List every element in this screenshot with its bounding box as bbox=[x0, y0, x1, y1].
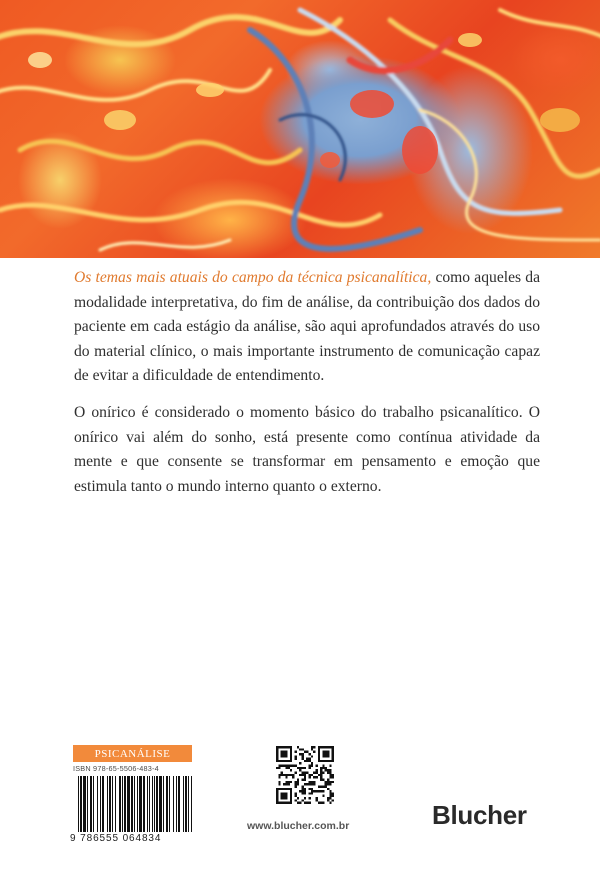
qr-module bbox=[327, 783, 329, 785]
qr-module bbox=[285, 776, 287, 778]
qr-module bbox=[320, 802, 322, 804]
qr-module bbox=[306, 802, 308, 804]
qr-module bbox=[285, 781, 287, 783]
qr-module bbox=[297, 783, 299, 785]
qr-module bbox=[281, 765, 283, 767]
qr-module bbox=[315, 772, 317, 774]
qr-module bbox=[302, 748, 304, 750]
qr-module bbox=[302, 790, 304, 792]
qr-module bbox=[304, 774, 306, 776]
qr-module bbox=[313, 776, 315, 778]
qr-module bbox=[325, 769, 327, 771]
qr-module bbox=[288, 781, 290, 783]
marbled-cover-artwork bbox=[0, 0, 600, 258]
qr-module bbox=[318, 790, 320, 792]
qr-module bbox=[304, 778, 306, 780]
barcode-bar bbox=[119, 776, 121, 832]
qr-module bbox=[329, 774, 331, 776]
barcode-bar bbox=[178, 776, 180, 832]
qr-module bbox=[313, 751, 315, 753]
qr-module bbox=[295, 783, 297, 785]
qr-module bbox=[299, 748, 301, 750]
qr-module bbox=[295, 751, 297, 753]
qr-module bbox=[304, 783, 306, 785]
qr-module bbox=[302, 767, 304, 769]
qr-module bbox=[308, 767, 310, 769]
qr-module bbox=[304, 776, 306, 778]
qr-module bbox=[290, 769, 292, 771]
qr-module bbox=[329, 797, 331, 799]
qr-module bbox=[304, 790, 306, 792]
qr-module bbox=[311, 783, 313, 785]
qr-module bbox=[299, 790, 301, 792]
qr-module bbox=[332, 776, 334, 778]
qr-module bbox=[308, 788, 310, 790]
qr-module bbox=[332, 781, 334, 783]
qr-module bbox=[315, 799, 317, 801]
barcode-bar bbox=[139, 776, 142, 832]
qr-module bbox=[308, 792, 310, 794]
qr-module bbox=[329, 765, 331, 767]
qr-module bbox=[308, 758, 310, 760]
paragraph-1 bbox=[74, 266, 540, 389]
qr-module bbox=[332, 774, 334, 776]
qr-module bbox=[288, 767, 290, 769]
qr-module bbox=[295, 765, 297, 767]
barcode-bar bbox=[97, 776, 98, 832]
qr-module bbox=[302, 755, 304, 757]
qr-module bbox=[304, 772, 306, 774]
qr-module bbox=[329, 781, 331, 783]
qr-module bbox=[325, 781, 327, 783]
qr-module bbox=[283, 783, 285, 785]
back-cover-footer bbox=[0, 740, 600, 890]
qr-module bbox=[313, 783, 315, 785]
qr-module bbox=[311, 748, 313, 750]
qr-module bbox=[299, 774, 301, 776]
qr-module bbox=[292, 765, 294, 767]
qr-module bbox=[325, 767, 327, 769]
barcode-digits: 9 786555 064834 bbox=[70, 833, 162, 844]
qr-module bbox=[308, 765, 310, 767]
qr-module bbox=[311, 788, 313, 790]
qr-module bbox=[295, 755, 297, 757]
website-url: www.blucher.com.br bbox=[247, 820, 350, 832]
qr-module bbox=[281, 772, 283, 774]
barcode-bar bbox=[93, 776, 94, 832]
qr-module bbox=[306, 751, 308, 753]
barcode-bar bbox=[137, 776, 138, 832]
qr-module bbox=[302, 772, 304, 774]
barcode-bar bbox=[134, 776, 135, 832]
qr-module bbox=[313, 781, 315, 783]
qr-module bbox=[315, 769, 317, 771]
qr-module bbox=[311, 765, 313, 767]
qr-module bbox=[318, 785, 320, 787]
qr-module bbox=[295, 799, 297, 801]
qr-module bbox=[297, 778, 299, 780]
qr-module bbox=[308, 760, 310, 762]
qr-module bbox=[276, 767, 278, 769]
qr-module bbox=[318, 802, 320, 804]
qr-module bbox=[290, 765, 292, 767]
qr-module bbox=[313, 746, 315, 748]
barcode-bar bbox=[90, 776, 92, 832]
qr-finder-center bbox=[281, 792, 288, 799]
qr-module bbox=[332, 795, 334, 797]
qr-module bbox=[299, 769, 301, 771]
paragraph-1-rest: como aqueles da modalidade interpretativa, do fim de análise, da contribuição dos dados do paciente em cada estágio da análise, são aqui aprofundados através do uso do material clínico, o mais importante instrumento de comunicação capaz de evitar a dificuldade de entendimento. bbox=[74, 269, 540, 385]
qr-module bbox=[297, 767, 299, 769]
qr-module bbox=[320, 790, 322, 792]
qr-module bbox=[322, 802, 324, 804]
qr-module bbox=[311, 755, 313, 757]
qr-module bbox=[306, 758, 308, 760]
qr-module bbox=[322, 767, 324, 769]
qr-module bbox=[327, 797, 329, 799]
qr-module bbox=[297, 781, 299, 783]
qr-module bbox=[329, 769, 331, 771]
qr-module bbox=[327, 788, 329, 790]
qr-module bbox=[329, 792, 331, 794]
qr-module bbox=[278, 774, 280, 776]
barcode-bar bbox=[191, 776, 192, 832]
barcode-bar bbox=[163, 776, 164, 832]
qr-module bbox=[311, 774, 313, 776]
barcode-bar bbox=[112, 776, 113, 832]
barcode-bar bbox=[124, 776, 126, 832]
qr-module bbox=[304, 751, 306, 753]
barcode bbox=[78, 776, 194, 832]
qr-module bbox=[329, 783, 331, 785]
qr-module bbox=[288, 765, 290, 767]
qr-module bbox=[285, 765, 287, 767]
barcode-bar bbox=[159, 776, 162, 832]
publisher-logo: Blucher bbox=[432, 800, 527, 830]
qr-module bbox=[315, 765, 317, 767]
paragraph-2: O onírico é considerado o momento básico do trabalho psicanalítico. O onírico vai além do sonho, está presente como contínua atividade da mente e que consente se transformar em pensamento e emoção que estimula tanto o mundo interno quanto o externo. bbox=[74, 403, 540, 495]
barcode-bar bbox=[156, 776, 158, 832]
qr-module bbox=[297, 802, 299, 804]
qr-module bbox=[295, 758, 297, 760]
qr-module bbox=[318, 774, 320, 776]
qr-module bbox=[304, 802, 306, 804]
barcode-bar bbox=[109, 776, 111, 832]
qr-module bbox=[295, 795, 297, 797]
qr-module bbox=[295, 792, 297, 794]
qr-module bbox=[283, 765, 285, 767]
qr-module bbox=[332, 799, 334, 801]
qr-module bbox=[281, 774, 283, 776]
paragraph-1-lead: Os temas mais atuais do campo da técnica psicanalítica, bbox=[74, 269, 432, 286]
qr-module bbox=[329, 795, 331, 797]
barcode-bar bbox=[154, 776, 155, 832]
qr-module bbox=[320, 785, 322, 787]
qr-module bbox=[278, 783, 280, 785]
barcode-bar bbox=[183, 776, 184, 832]
qr-module bbox=[288, 774, 290, 776]
barcode-bar bbox=[83, 776, 86, 832]
qr-module bbox=[304, 760, 306, 762]
qr-module bbox=[292, 776, 294, 778]
barcode-bar bbox=[100, 776, 101, 832]
qr-module bbox=[278, 781, 280, 783]
qr-module bbox=[278, 767, 280, 769]
barcode-bar bbox=[188, 776, 189, 832]
qr-module bbox=[311, 781, 313, 783]
qr-module bbox=[299, 762, 301, 764]
qr-module bbox=[302, 774, 304, 776]
qr-module bbox=[311, 790, 313, 792]
qr-module bbox=[329, 790, 331, 792]
qr-module bbox=[320, 778, 322, 780]
qr-module bbox=[322, 772, 324, 774]
qr-module bbox=[299, 753, 301, 755]
qr-module bbox=[311, 792, 313, 794]
qr-module bbox=[302, 792, 304, 794]
qr-module bbox=[327, 772, 329, 774]
qr-finder-center bbox=[322, 751, 329, 758]
barcode-bar bbox=[185, 776, 187, 832]
qr-module bbox=[290, 774, 292, 776]
qr-module bbox=[327, 778, 329, 780]
barcode-bar bbox=[80, 776, 82, 832]
qr-module bbox=[295, 781, 297, 783]
qr-code bbox=[276, 746, 334, 804]
qr-module bbox=[306, 772, 308, 774]
qr-module bbox=[302, 753, 304, 755]
qr-module bbox=[332, 792, 334, 794]
qr-module bbox=[288, 783, 290, 785]
qr-module bbox=[302, 799, 304, 801]
qr-module bbox=[304, 788, 306, 790]
barcode-bar bbox=[173, 776, 174, 832]
barcode-bar bbox=[107, 776, 108, 832]
qr-module bbox=[327, 781, 329, 783]
qr-module bbox=[302, 788, 304, 790]
qr-module bbox=[292, 774, 294, 776]
barcode-bar bbox=[166, 776, 168, 832]
barcode-bar bbox=[115, 776, 116, 832]
qr-module bbox=[315, 797, 317, 799]
qr-module bbox=[327, 799, 329, 801]
barcode-bar bbox=[102, 776, 104, 832]
qr-module bbox=[304, 797, 306, 799]
qr-module bbox=[308, 797, 310, 799]
qr-module bbox=[327, 769, 329, 771]
qr-module bbox=[302, 785, 304, 787]
qr-module bbox=[329, 802, 331, 804]
qr-module bbox=[311, 746, 313, 748]
qr-module bbox=[322, 785, 324, 787]
qr-module bbox=[297, 797, 299, 799]
qr-module bbox=[278, 776, 280, 778]
qr-module bbox=[304, 792, 306, 794]
qr-module bbox=[285, 783, 287, 785]
barcode-bar bbox=[176, 776, 177, 832]
barcode-bar bbox=[127, 776, 130, 832]
qr-module bbox=[297, 746, 299, 748]
qr-module bbox=[290, 781, 292, 783]
qr-module bbox=[322, 790, 324, 792]
qr-module bbox=[283, 774, 285, 776]
qr-module bbox=[302, 758, 304, 760]
barcode-bar bbox=[152, 776, 153, 832]
qr-module bbox=[295, 772, 297, 774]
barcode-bar bbox=[147, 776, 148, 832]
qr-module bbox=[308, 774, 310, 776]
barcode-bar bbox=[131, 776, 133, 832]
qr-module bbox=[302, 778, 304, 780]
qr-module bbox=[308, 776, 310, 778]
qr-module bbox=[320, 767, 322, 769]
qr-module bbox=[308, 802, 310, 804]
barcode-bar bbox=[122, 776, 123, 832]
qr-module bbox=[320, 774, 322, 776]
barcode-bar bbox=[78, 776, 79, 832]
qr-module bbox=[306, 760, 308, 762]
qr-module bbox=[315, 790, 317, 792]
qr-module bbox=[299, 767, 301, 769]
qr-module bbox=[320, 772, 322, 774]
qr-module bbox=[322, 795, 324, 797]
qr-finder-center bbox=[281, 751, 288, 758]
qr-module bbox=[295, 785, 297, 787]
qr-module bbox=[308, 781, 310, 783]
qr-module bbox=[311, 762, 313, 764]
qr-module bbox=[299, 802, 301, 804]
barcode-bar bbox=[143, 776, 145, 832]
barcode-bar bbox=[169, 776, 170, 832]
qr-module bbox=[322, 778, 324, 780]
back-cover-text bbox=[74, 266, 540, 499]
barcode-bar bbox=[87, 776, 88, 832]
qr-module bbox=[320, 776, 322, 778]
qr-module bbox=[329, 776, 331, 778]
qr-module bbox=[285, 774, 287, 776]
qr-module bbox=[313, 772, 315, 774]
qr-module bbox=[322, 765, 324, 767]
qr-module bbox=[325, 785, 327, 787]
qr-module bbox=[304, 767, 306, 769]
barcode-bar bbox=[149, 776, 150, 832]
qr-module bbox=[315, 776, 317, 778]
marble-pattern bbox=[0, 0, 600, 258]
qr-module bbox=[313, 790, 315, 792]
qr-module bbox=[306, 783, 308, 785]
category-label: PSICANÁLISE bbox=[73, 745, 192, 762]
qr-module bbox=[325, 783, 327, 785]
isbn-label: ISBN 978-65-5506-483-4 bbox=[73, 764, 159, 773]
qr-module bbox=[285, 767, 287, 769]
qr-module bbox=[308, 753, 310, 755]
qr-module bbox=[308, 783, 310, 785]
qr-module bbox=[278, 765, 280, 767]
qr-module bbox=[329, 772, 331, 774]
qr-module bbox=[320, 769, 322, 771]
